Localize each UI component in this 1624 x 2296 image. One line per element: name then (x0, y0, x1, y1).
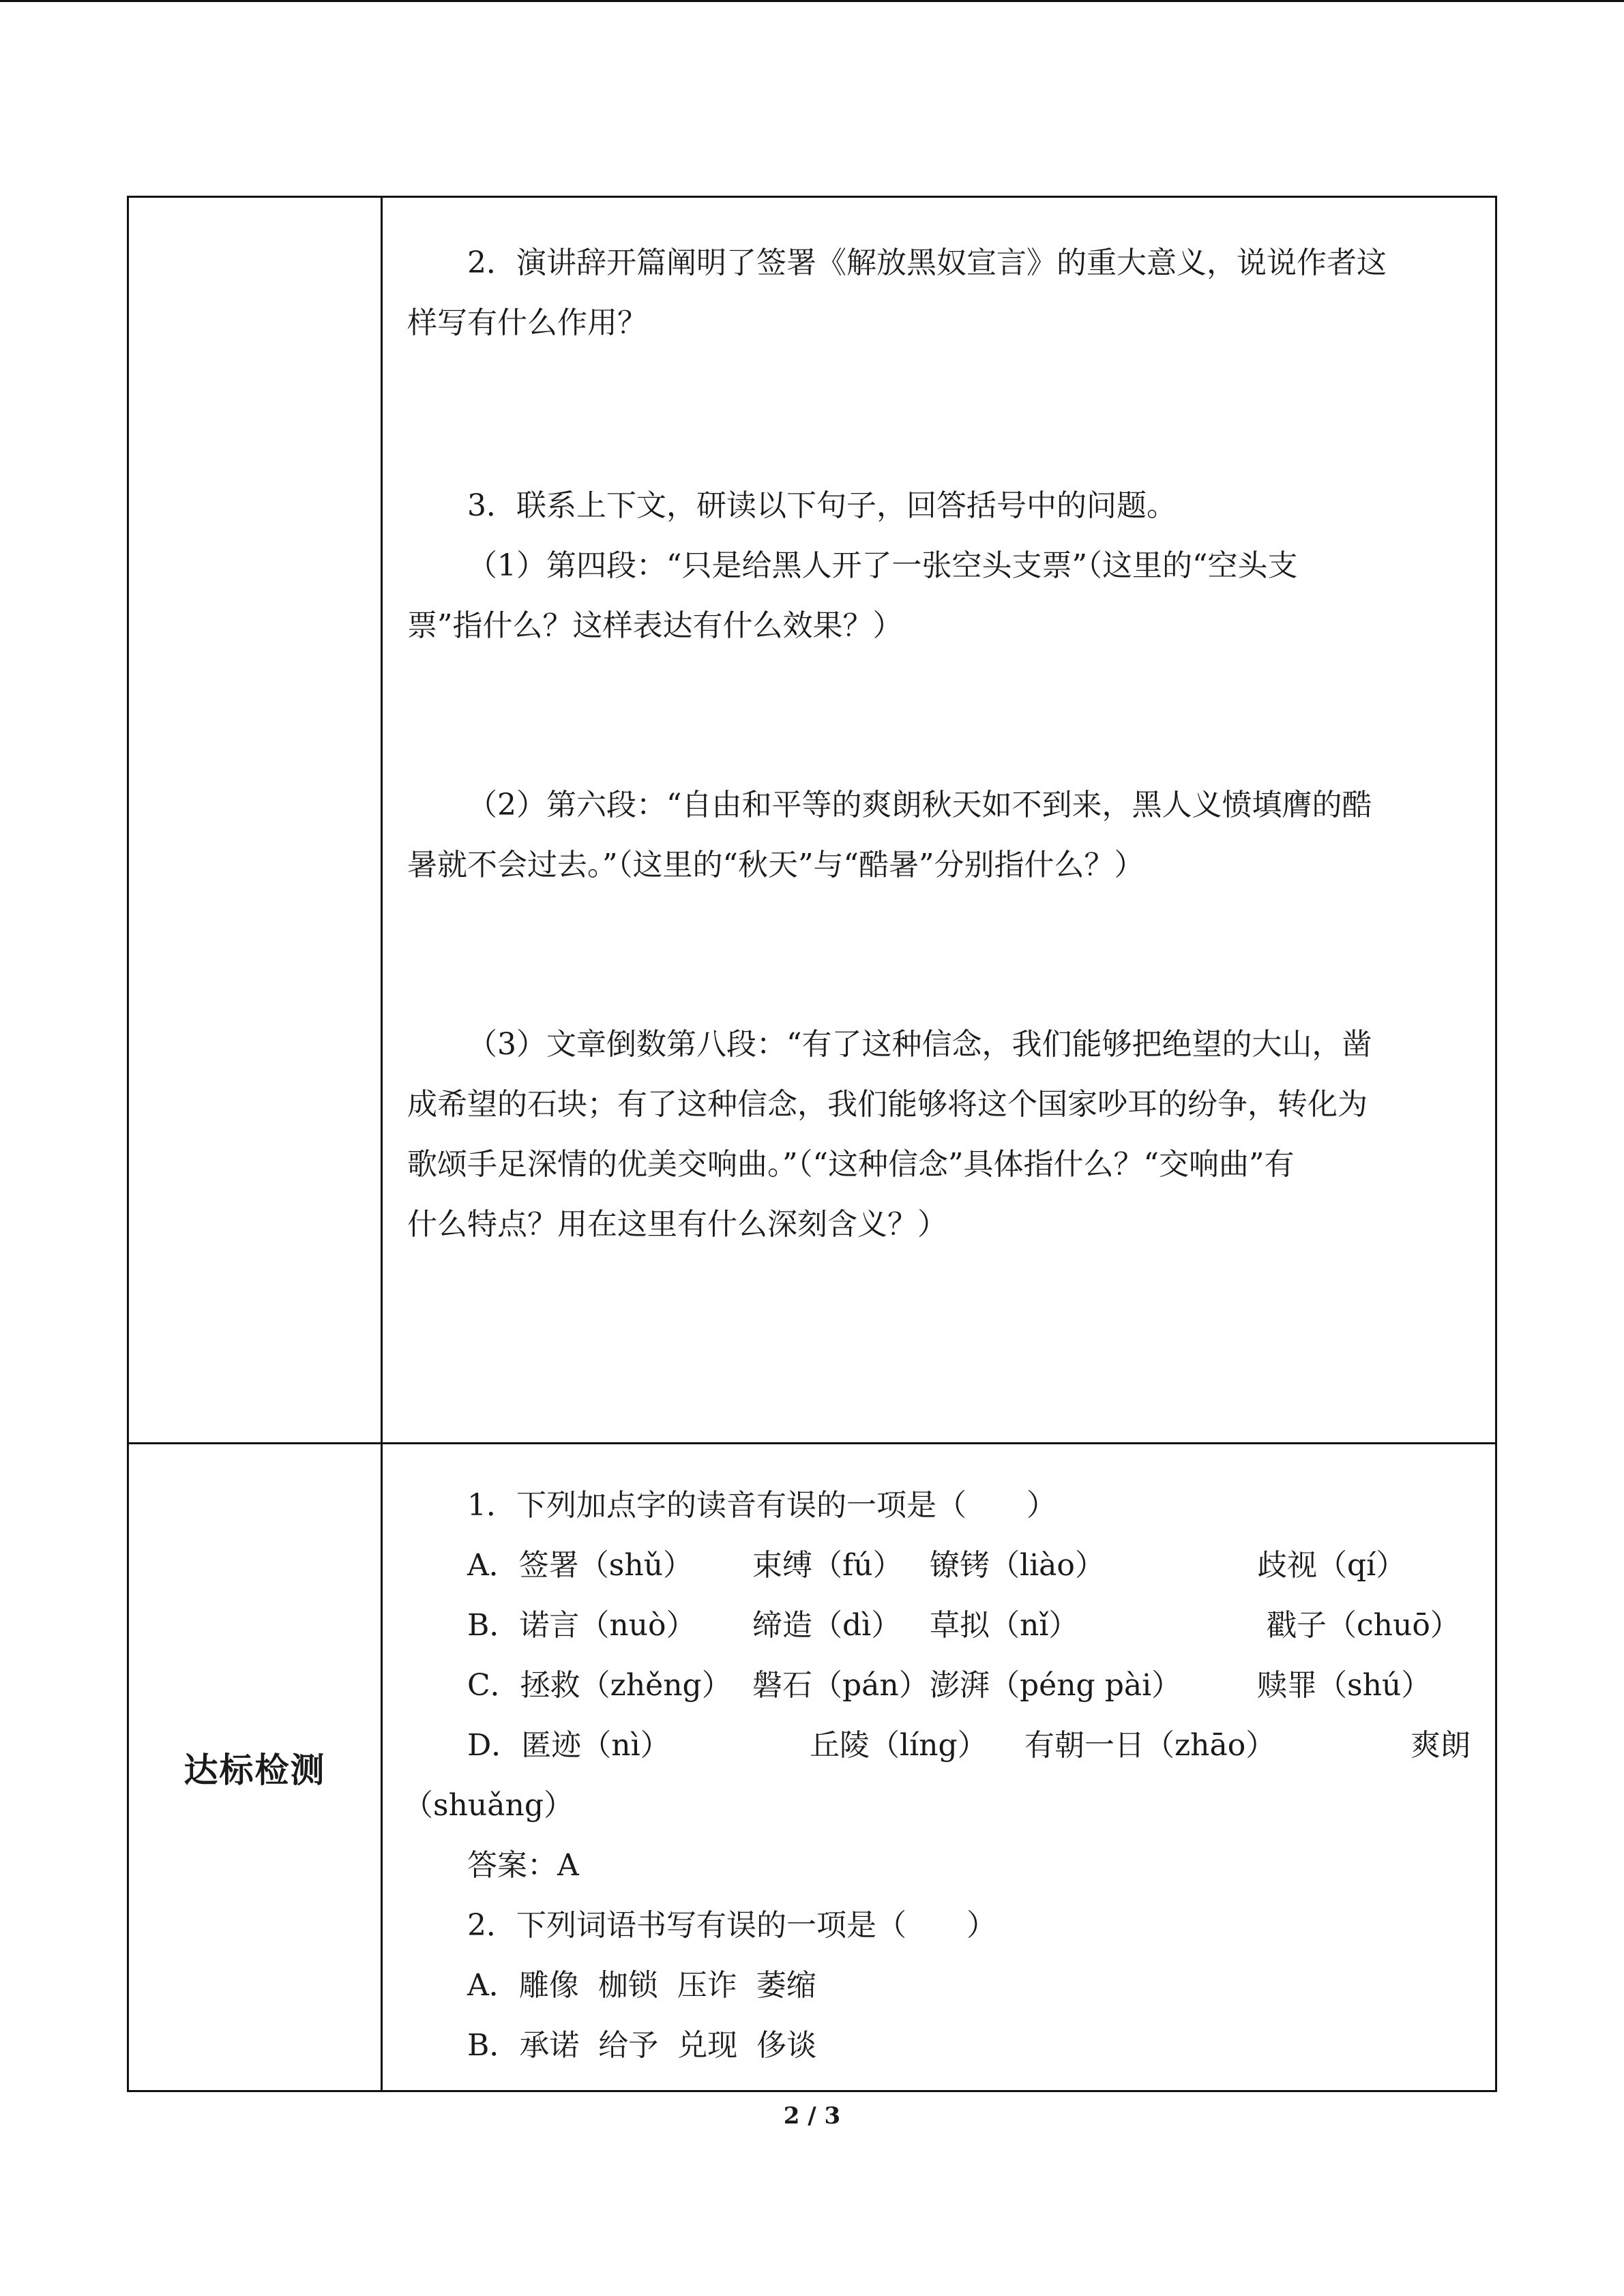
option-a-item: 束缚（fú） (752, 1548, 903, 1583)
test-question-1-stem: 1．下列加点字的读音有误的一项是（ ） (467, 1488, 1057, 1523)
question-2-line: 2．演讲辞开篇阐明了签署《解放黑奴宣言》的重大意义，说说作者这 (467, 245, 1387, 280)
option-d-item: 有朝一日（zhāo） (1024, 1728, 1276, 1763)
option-d-item: 爽朗 (1411, 1728, 1471, 1763)
table-row (128, 197, 1496, 1444)
option-d-continuation: （shuǎng） (403, 1788, 574, 1823)
worksheet-table (127, 196, 1497, 2092)
option-a-row (398, 1536, 1475, 1596)
option-b-row: B．承诺 给予 兑现 侈谈 (467, 2028, 817, 2063)
section-label-cell (128, 1444, 382, 2091)
option-c-item: 澎湃（péng pài） (930, 1668, 1182, 1703)
questions-cell (382, 197, 1496, 1444)
question-3-intro: 3．联系上下文，研读以下句子，回答括号中的问题。 (467, 488, 1177, 523)
option-b-item: 戳子（chuō） (1267, 1608, 1460, 1643)
empty-label-cell (128, 197, 382, 1444)
question-3-3-line: 什么特点？用在这里有什么深刻含义？） (407, 1207, 947, 1242)
option-d-item: 丘陵（líng） (810, 1728, 988, 1763)
option-a-item: 镣铐（liào） (930, 1548, 1105, 1583)
question-3-2-line: （2）第六段：“自由和平等的爽朗秋天如不到来，黑人义愤填膺的酷 (467, 788, 1372, 822)
answer-space (407, 353, 1464, 476)
option-b-row (398, 1596, 1475, 1656)
option-d-row (398, 1716, 1475, 1776)
question-3-1-line: （1）第四段：“只是给黑人开了一张空头支票”（这里的“空头支 (467, 548, 1298, 583)
option-c-item: 磐石（pán） (752, 1668, 929, 1703)
question-3-1-line: 票”指什么？这样表达有什么效果？） (407, 608, 903, 643)
question-2-line: 样写有什么作用？ (407, 305, 647, 340)
question-3-3-line: 歌颂手足深情的优美交响曲。”（“这种信念”具体指什么？“交响曲”有 (407, 1147, 1295, 1182)
answer-text: 答案：A (467, 1848, 579, 1883)
top-border-line (0, 0, 1624, 2)
question-3-3-line: 成希望的石块；有了这种信念，我们能够将这个国家吵耳的纷争，转化为 (407, 1087, 1368, 1122)
option-a-item: A．签署（shǔ） (467, 1548, 694, 1583)
option-c-item: C．拯救（zhěng） (467, 1668, 732, 1703)
option-c-item: 赎罪（shú） (1257, 1668, 1432, 1703)
reading-questions (383, 198, 1495, 1255)
answer-space (407, 656, 1464, 775)
option-b-item: B．诺言（nuò） (467, 1608, 696, 1643)
question-3-2-line: 暑就不会过去。”（这里的“秋天”与“酷暑”分别指什么？） (407, 848, 1145, 882)
option-a-row: A．雕像 枷锁 压诈 萎缩 (467, 1968, 816, 2003)
test-questions (383, 1444, 1495, 2076)
answer-space (407, 895, 1464, 1015)
test-question-2-stem: 2．下列词语书写有误的一项是（ ） (467, 1908, 996, 1943)
question-3-3-line: （3）文章倒数第八段：“有了这种信念，我们能够把绝望的大山，凿 (467, 1027, 1372, 1062)
option-c-row (398, 1656, 1475, 1716)
section-label: 达标检测 (183, 1750, 326, 1790)
option-b-item: 草拟（nǐ） (930, 1608, 1079, 1643)
test-cell (382, 1444, 1496, 2091)
table-row (128, 1444, 1496, 2091)
option-b-item: 缔造（dì） (752, 1608, 902, 1643)
option-d-item: D．匿迹（nì） (467, 1728, 670, 1763)
page-number: 2 / 3 (783, 2102, 841, 2130)
option-a-item: 歧视（qí） (1257, 1548, 1406, 1583)
